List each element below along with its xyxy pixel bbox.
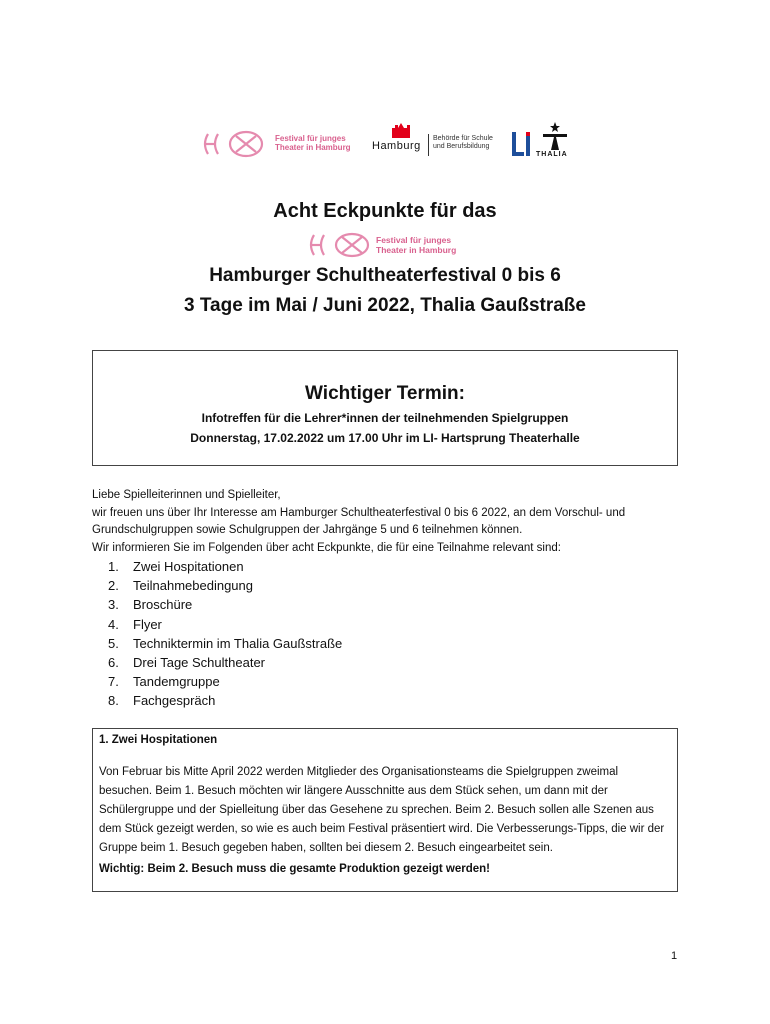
page-number: 1 — [671, 950, 678, 962]
thalia-wordmark: THALIA — [536, 151, 568, 158]
header-logos — [0, 118, 770, 168]
list-label: Teilnahmebedingung — [133, 578, 253, 594]
festival-logo-text — [275, 134, 351, 152]
list-label: Fachgespräch — [133, 693, 216, 709]
intro-paragraph: wir freuen uns über Ihr Interesse am Hamburger Schultheaterfestival 0 bis 6 2022, an dem Vorschul- und Grundschulgruppen sowie Schulgruppen der Jahrgänge 5 und 6 teilnehmen können. — [92, 506, 626, 536]
list-number: 5. — [108, 635, 119, 651]
list-number: 4. — [108, 616, 119, 632]
important-date-box — [92, 350, 678, 466]
termin-heading: Wichtiger Termin: — [305, 383, 465, 404]
section-body: Von Februar bis Mitte April 2022 werden Mitglieder des Organisationsteams die Spielgruppen zweimal besuchen. Beim 1. Besuch möchten wir längere Ausschnitte aus dem Stück sehen, um dann mit der Schülergruppe und der Spielleitung über das Gesehene zu sprechen. Beim 2. Besuch sollen alle Szenen aus dem Stück gezeigt werden, so wie es auch beim Festival präsentiert wird. Die Verbesserungs-Tipps, die wir der Gruppe beim 1. Besuch gegeben haben, sollten bei diesem 2. Besuch eingearbeitet sein. — [99, 766, 665, 854]
hamburg-wordmark: Hamburg — [372, 140, 421, 152]
festival-line-2: Theater in Hamburg — [376, 245, 457, 255]
festival-line-2: Theater in Hamburg — [275, 143, 351, 152]
list-label: Drei Tage Schultheater — [133, 655, 266, 671]
list-item — [108, 615, 342, 634]
key-points-list — [108, 557, 342, 711]
list-number: 7. — [108, 674, 119, 690]
list-item — [108, 595, 342, 614]
festival-line-1: Festival für junges — [376, 235, 452, 245]
list-label: Broschüre — [133, 597, 193, 613]
list-number: 2. — [108, 578, 119, 594]
intro-text — [92, 487, 682, 557]
document-date-venue: 3 Tage im Mai / Juni 2022, Thalia Gaußstraße — [184, 295, 586, 316]
eleo-festival-logo-icon — [200, 128, 270, 160]
festival-logo-text — [376, 235, 456, 255]
section-hospitationen-box — [92, 728, 678, 892]
list-item — [108, 576, 342, 595]
behoerde-line-1: Behörde für Schule — [433, 135, 493, 142]
behoerde-line-2: und Berufsbildung — [433, 143, 490, 150]
eleo-festival-logo-icon — [306, 230, 376, 260]
logo-divider — [428, 134, 429, 156]
list-label: Flyer — [133, 616, 162, 632]
list-item — [108, 672, 342, 691]
termin-description: Infotreffen für die Lehrer*innen der teilnehmenden Spielgruppen — [201, 411, 569, 425]
document-title: Acht Eckpunkte für das — [273, 200, 497, 222]
list-number: 8. — [108, 693, 119, 709]
list-item — [108, 653, 342, 672]
list-number: 6. — [108, 655, 119, 671]
behoerde-text — [433, 135, 493, 151]
list-label: Techniktermin im Thalia Gaußstraße — [133, 635, 343, 651]
list-label: Tandemgruppe — [133, 674, 220, 690]
list-item — [108, 634, 342, 653]
section-title: 1. Zwei Hospitationen — [99, 734, 218, 746]
list-item — [108, 557, 342, 576]
list-item — [108, 691, 342, 710]
li-logo-icon — [510, 130, 534, 158]
list-number: 1. — [108, 559, 119, 574]
intro-paragraph-2: Wir informieren Sie im Folgenden über acht Eckpunkte, die für eine Teilnahme relevant sind: — [92, 541, 561, 554]
list-label: Zwei Hospitationen — [133, 559, 244, 574]
section-important-note: Wichtig: Beim 2. Besuch muss die gesamte Produktion gezeigt werden! — [99, 863, 490, 875]
document-subtitle: Hamburger Schultheaterfestival 0 bis 6 — [209, 265, 561, 286]
termin-date: Donnerstag, 17.02.2022 um 17.00 Uhr im LI- Hartsprung Theaterhalle — [190, 431, 580, 445]
festival-line-1: Festival für junges — [275, 134, 346, 143]
list-number: 3. — [108, 597, 119, 613]
greeting: Liebe Spielleiterinnen und Spielleiter, — [92, 489, 281, 501]
